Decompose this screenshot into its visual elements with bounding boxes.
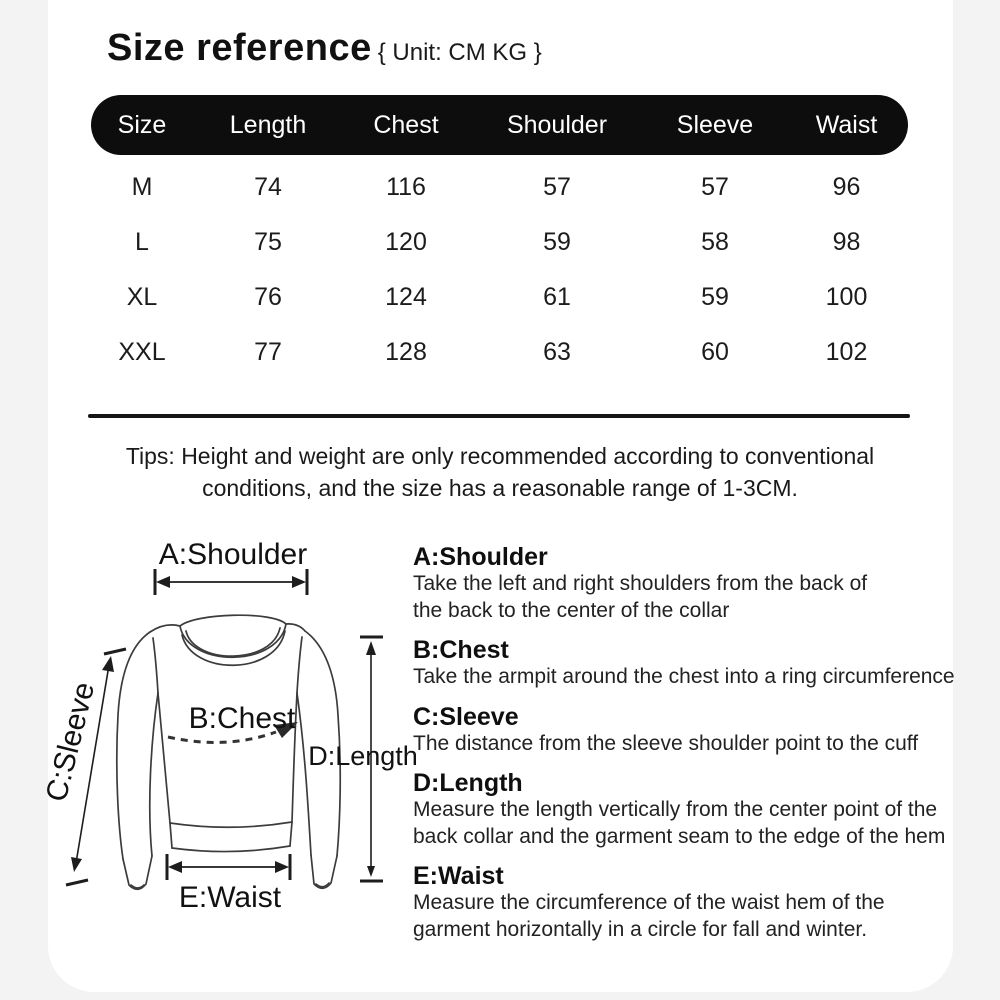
size-value: L xyxy=(135,228,149,256)
guide-heading: B:Chest xyxy=(413,636,509,664)
waist-value: 100 xyxy=(825,283,868,311)
column-header-size: Size xyxy=(117,110,167,139)
guide-text-line: The distance from the sleeve shoulder point to the cuff xyxy=(413,731,919,755)
size-table xyxy=(91,95,908,380)
sleeve-value: 60 xyxy=(701,338,729,366)
guide-text-line: Take the armpit around the chest into a ring circumference xyxy=(413,665,955,688)
shoulder-value: 57 xyxy=(543,173,571,201)
size-value: XL xyxy=(126,283,158,311)
guide-text-line: back collar and the garment seam to the edge of the hem xyxy=(413,824,946,848)
waist-value: 96 xyxy=(832,173,861,201)
diagram-label-length: D:Length xyxy=(308,741,418,771)
table-row xyxy=(91,325,908,380)
diagram-label-waist: E:Waist xyxy=(178,881,282,914)
unit-note: { Unit: CM KG } xyxy=(377,39,542,66)
guide-text-line: Measure the length vertically from the center point of the xyxy=(413,798,938,821)
guide-heading: D:Length xyxy=(413,769,523,797)
chest-value: 120 xyxy=(385,228,427,256)
length-value: 77 xyxy=(254,338,282,366)
chest-value: 128 xyxy=(385,338,427,366)
column-header-sleeve: Sleeve xyxy=(676,110,754,139)
size-table-header xyxy=(91,95,908,155)
diagram-label-chest: B:Chest xyxy=(188,702,296,735)
guide-text-line: Measure the circumference of the waist hem of the xyxy=(413,891,885,914)
page-title-row xyxy=(107,27,542,70)
diagram-label-shoulder: A:Shoulder xyxy=(158,538,308,571)
guide-heading: C:Sleeve xyxy=(413,702,519,731)
guide-section-length xyxy=(413,770,958,850)
waist-value: 98 xyxy=(832,228,861,256)
table-row xyxy=(91,215,908,270)
size-table-body xyxy=(91,160,908,380)
length-value: 76 xyxy=(254,283,282,311)
sweater-outline xyxy=(117,615,340,889)
shoulder-value: 59 xyxy=(543,228,571,256)
guide-section-sleeve xyxy=(413,704,958,758)
length-value: 75 xyxy=(254,228,282,256)
guide-section-chest xyxy=(413,637,958,691)
shoulder-value: 61 xyxy=(543,283,571,311)
chest-value: 124 xyxy=(385,283,427,311)
column-header-shoulder: Shoulder xyxy=(506,110,608,139)
size-value: XXL xyxy=(118,338,166,366)
guide-heading: E:Waist xyxy=(413,862,504,890)
table-row xyxy=(91,160,908,215)
chest-value: 116 xyxy=(386,173,426,201)
guide-section-waist xyxy=(413,863,958,943)
tips-line-2: conditions, and the size has a reasonable range of 1-3CM. xyxy=(202,475,798,501)
measure-guide xyxy=(413,544,958,956)
column-header-waist: Waist xyxy=(815,110,878,139)
tips-note xyxy=(90,440,910,504)
guide-text-line: the back to the center of the collar xyxy=(413,598,730,622)
table-row xyxy=(91,270,908,325)
waist-value: 102 xyxy=(825,338,868,366)
size-value: M xyxy=(131,173,153,201)
diagram-label-sleeve: C:Sleeve xyxy=(39,678,102,805)
column-header-chest: Chest xyxy=(373,110,439,139)
length-value: 74 xyxy=(254,173,282,201)
page-title: Size reference xyxy=(107,27,372,69)
shoulder-value: 63 xyxy=(543,338,571,366)
guide-heading: A:Shoulder xyxy=(413,543,548,571)
garment-diagram xyxy=(30,525,420,985)
sleeve-value: 57 xyxy=(701,173,729,201)
shoulder-measure-arrow xyxy=(155,569,307,595)
waist-measure-arrow xyxy=(167,854,290,880)
guide-text-line: garment horizontally in a circle for fall and winter. xyxy=(413,917,868,941)
sleeve-value: 58 xyxy=(701,228,729,256)
sleeve-value: 59 xyxy=(701,283,729,311)
tips-line-1: Tips: Height and weight are only recommended according to conventional xyxy=(125,443,875,469)
guide-section-shoulder xyxy=(413,544,958,624)
column-header-length: Length xyxy=(229,110,307,139)
guide-text-line: Take the left and right shoulders from the back of xyxy=(413,572,868,595)
divider xyxy=(88,414,910,418)
